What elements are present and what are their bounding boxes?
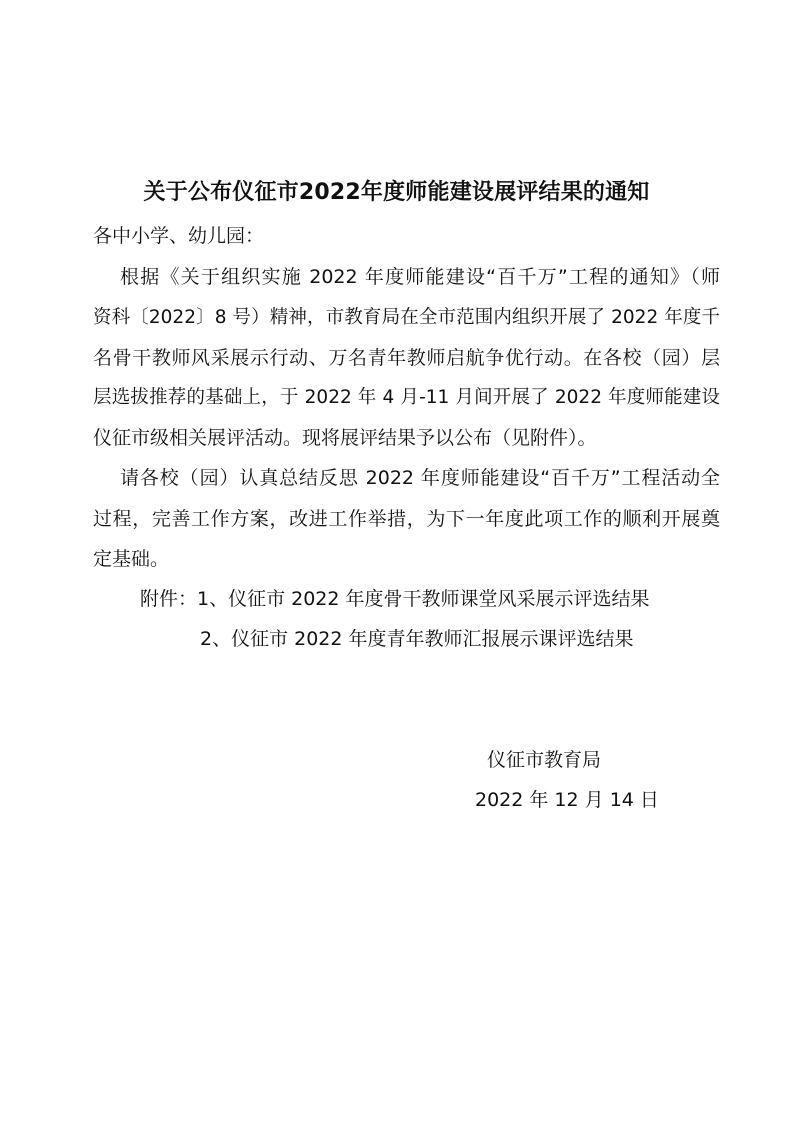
paragraph1-line-1: 根据《关于组织实施 2022 年度师能建设“百千万”工程的通知》（师 (120, 266, 720, 288)
issue-date: 2022 年 12 月 14 日 (475, 789, 659, 811)
issuer-name: 仪征市教育局 (487, 749, 602, 771)
document-title: 关于公布仪征市2022年度师能建设展评结果的通知 (143, 180, 650, 205)
paragraph1-line-3: 名骨干教师风采展示行动、万名青年教师启航争优行动。在各校（园）层 (93, 347, 720, 369)
paragraph2-line-1: 请各校（园）认真总结反思 2022 年度师能建设“百千万”工程活动全 (120, 467, 720, 489)
paragraph1-line-4: 层选拔推荐的基础上，于 2022 年 4 月-11 月间开展了 2022 年度师能建设 (93, 387, 720, 408)
paragraph2-line-2: 过程，完善工作方案，改进工作举措，为下一年度此项工作的顺利开展奠 (93, 508, 720, 530)
paragraph2-line-3: 定基础。 (93, 548, 170, 570)
attachment-item-1: 附件：1、仪征市 2022 年度骨干教师课堂风采展示评选结果 (140, 588, 650, 610)
attachment-item-2: 2、仪征市 2022 年度青年教师汇报展示课评选结果 (200, 628, 634, 650)
paragraph1-line-5: 仪征市级相关展评活动。现将展评结果予以公布（见附件）。 (93, 427, 597, 449)
paragraph1-line-2: 资科〔2022〕8 号）精神，市教育局在全市范围内组织开展了 2022 年度千 (93, 307, 720, 328)
salutation: 各中小学、幼儿园： (93, 225, 265, 247)
